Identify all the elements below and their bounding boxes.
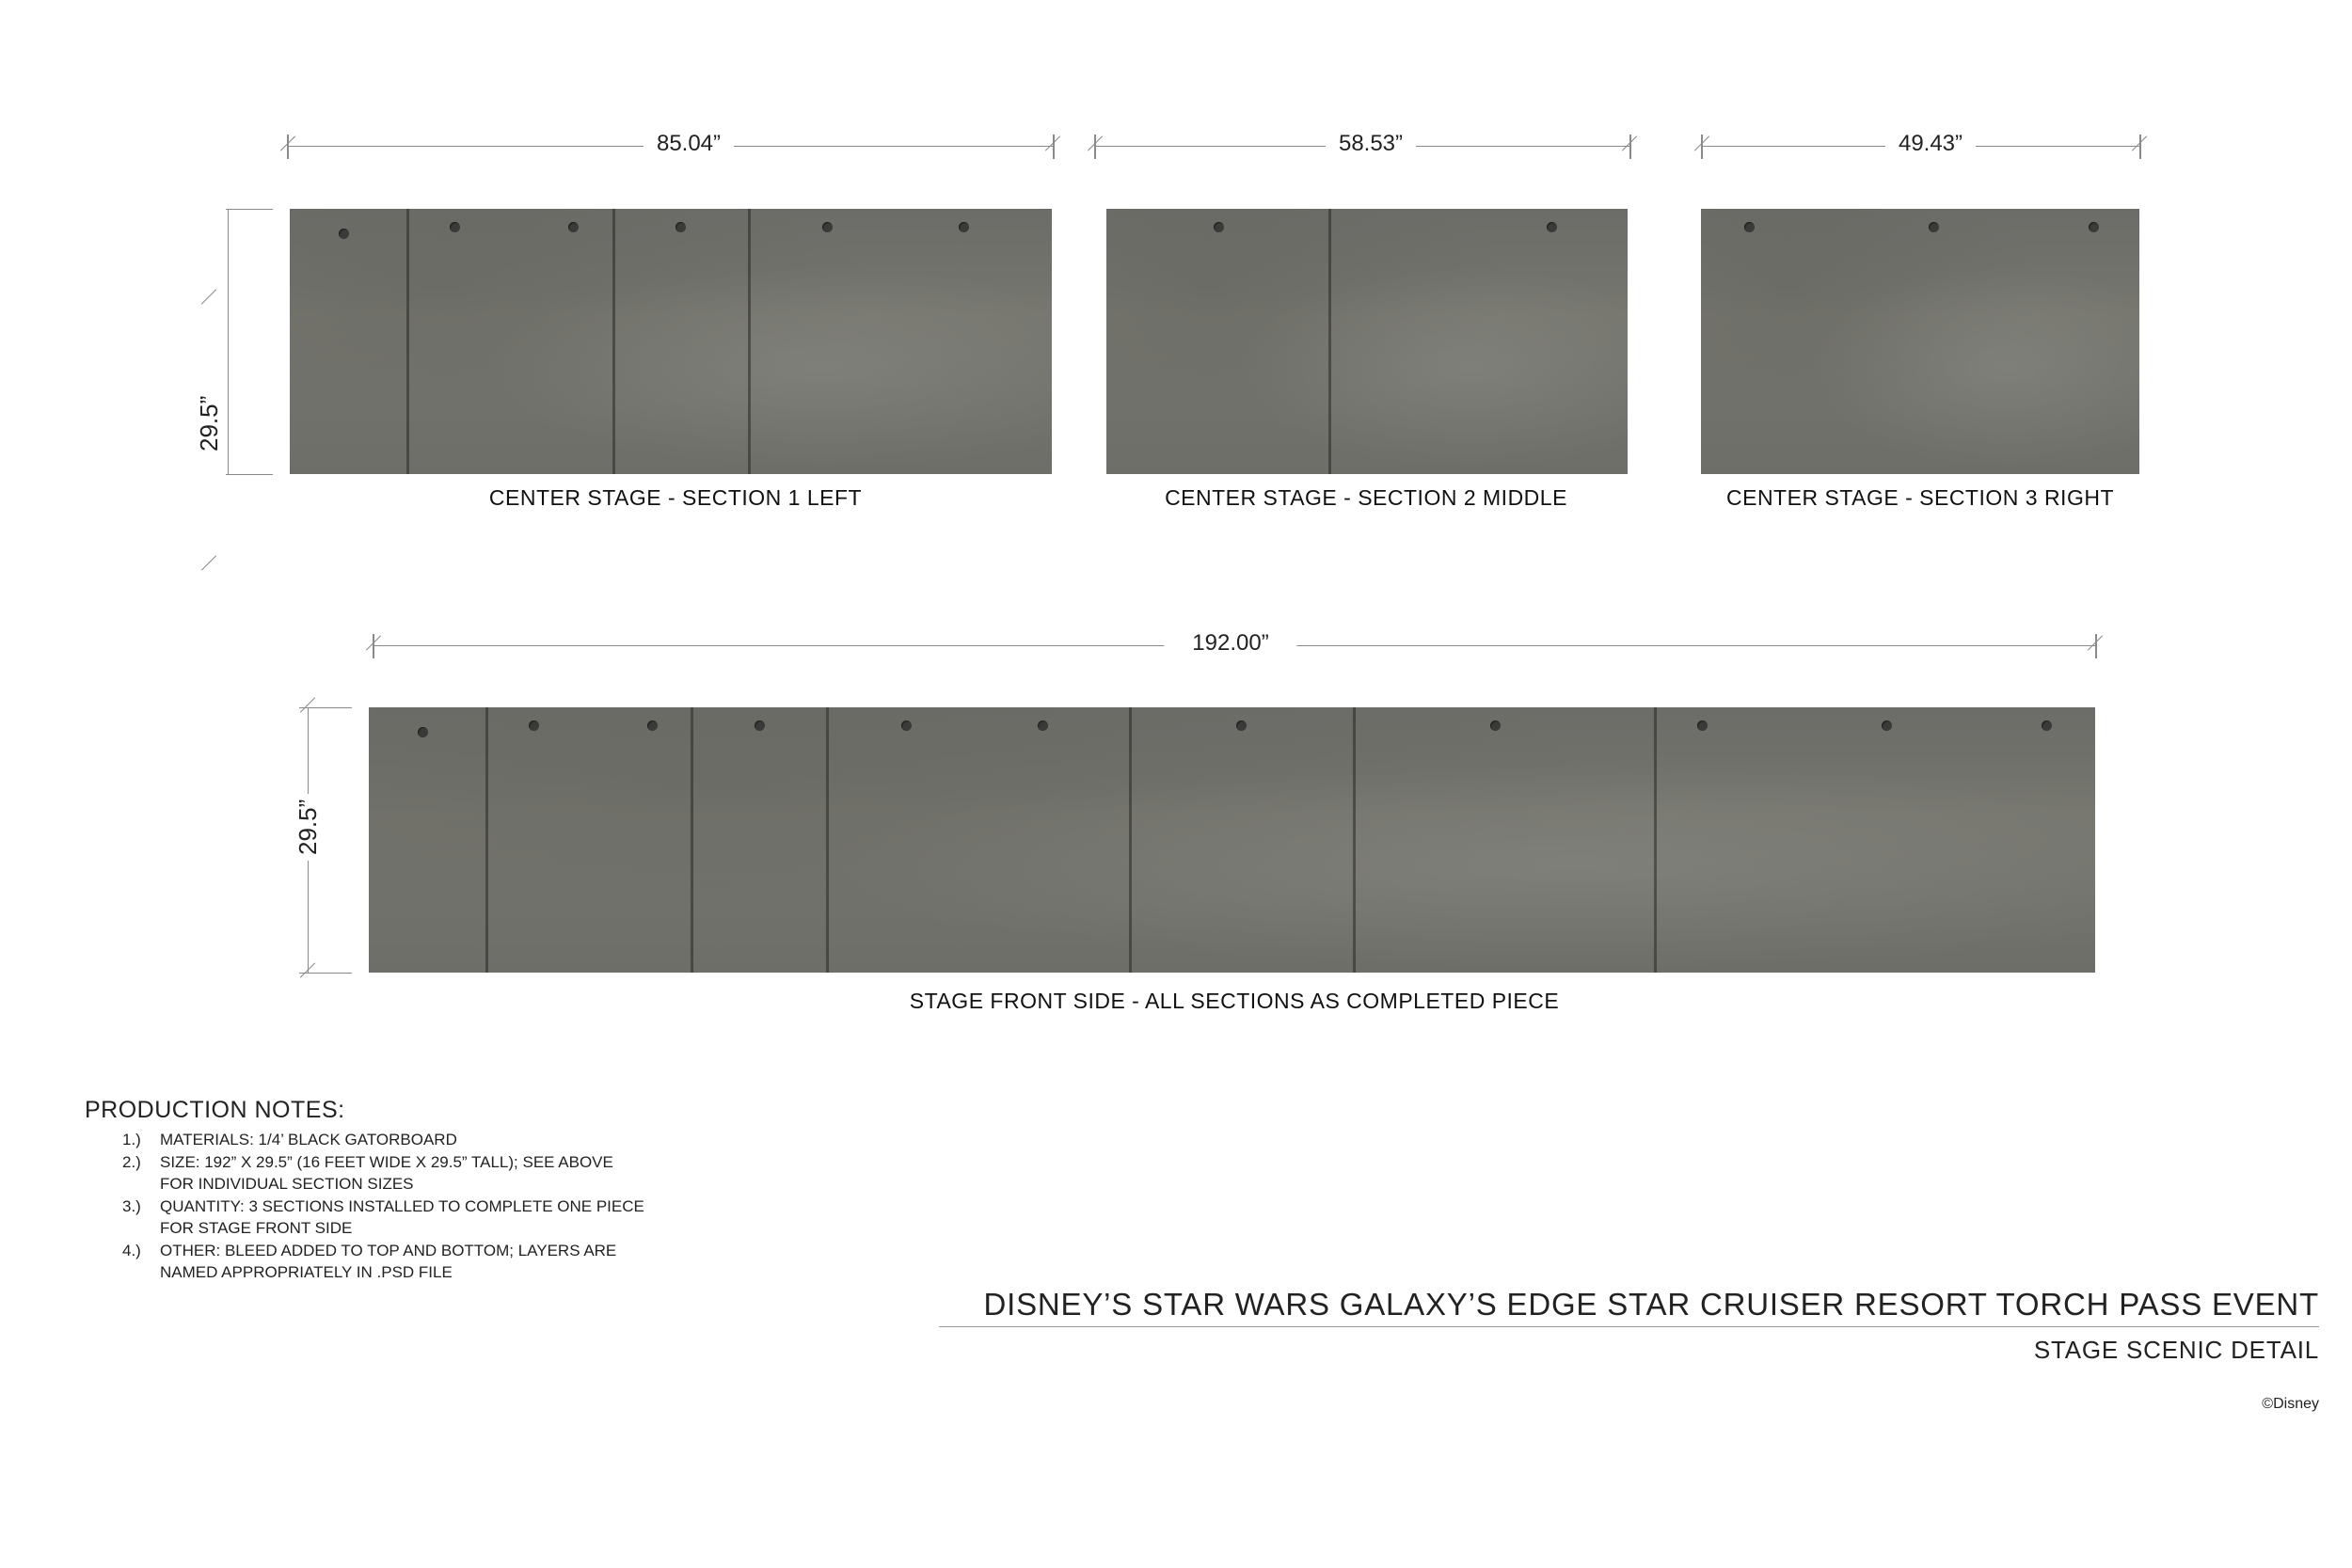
note-number: 1.) [122,1131,141,1148]
full-width-label: 192.00” [1164,630,1296,657]
full-stage-panel [369,707,2095,973]
note-line: QUANTITY: 3 SECTIONS INSTALLED TO COMPLETE ONE PIECE [160,1197,644,1215]
section2-caption: CENTER STAGE - SECTION 2 MIDDLE [1165,485,1567,510]
note-number: 2.) [122,1153,141,1171]
section1-caption: CENTER STAGE - SECTION 1 LEFT [488,485,863,510]
drawing-subtitle: STAGE SCENIC DETAIL [2033,1336,2319,1364]
note-line: FOR STAGE FRONT SIDE [160,1219,353,1237]
section3-panel [1701,209,2139,474]
section1-panel [290,209,1052,474]
title-divider [939,1326,2319,1327]
section2-width-label: 58.53” [1326,131,1416,157]
note-number: 4.) [122,1242,141,1259]
section1-width-label: 85.04” [644,131,734,157]
copyright-notice: ©Disney [2262,1396,2319,1412]
full-stage-caption: STAGE FRONT SIDE - ALL SECTIONS AS COMPLETED PIECE [909,989,1560,1013]
note-line: NAMED APPROPRIATELY IN .PSD FILE [160,1263,453,1281]
section3-caption: CENTER STAGE - SECTION 3 RIGHT [1726,485,2114,510]
note-line: OTHER: BLEED ADDED TO TOP AND BOTTOM; LAYERS ARE [160,1242,617,1259]
note-line: FOR INDIVIDUAL SECTION SIZES [160,1175,414,1193]
note-line: SIZE: 192” X 29.5” (16 FEET WIDE X 29.5” TALL); SEE ABOVE [160,1153,613,1171]
note-line: MATERIALS: 1/4’ BLACK GATORBOARD [160,1131,457,1148]
section3-width-label: 49.43” [1885,131,1976,157]
section2-panel [1106,209,1628,474]
drawing-title: DISNEY’S STAR WARS GALAXY’S EDGE STAR CRUISER RESORT TORCH PASS EVENT [983,1287,2319,1322]
top-height-label: 29.5” [195,395,223,451]
production-notes-title: PRODUCTION NOTES: [85,1097,345,1123]
note-number: 3.) [122,1197,141,1215]
bottom-height-label: 29.5” [294,794,321,861]
